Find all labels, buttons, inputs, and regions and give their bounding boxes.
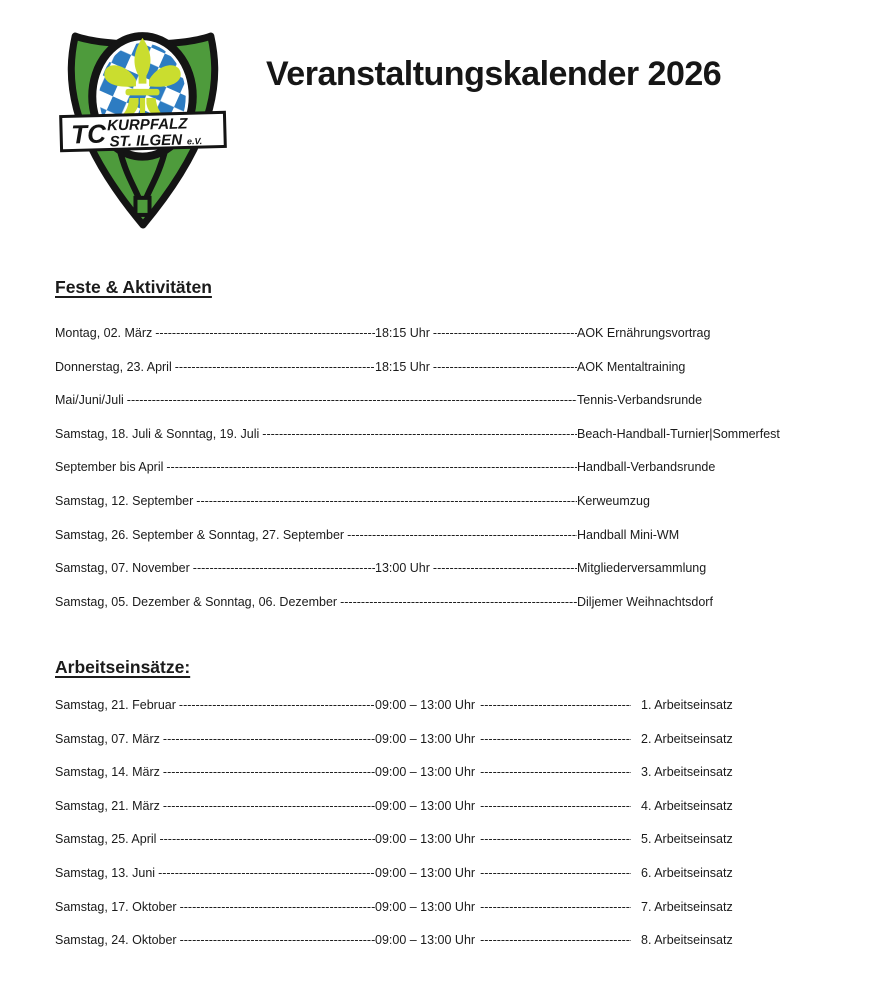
section-feste-rows bbox=[55, 326, 845, 610]
event-name: 1. Arbeitseinsatz bbox=[641, 698, 733, 712]
dash-leader bbox=[433, 360, 577, 375]
event-row bbox=[55, 799, 845, 814]
dash-leader bbox=[158, 866, 375, 881]
dash-leader bbox=[163, 799, 375, 814]
event-row bbox=[55, 360, 845, 375]
dash-leader bbox=[480, 866, 631, 881]
event-name: Handball Mini-WM bbox=[577, 527, 680, 542]
page-title: Veranstaltungskalender 2026 bbox=[266, 55, 722, 93]
event-date: Samstag, 26. September & Sonntag, 27. September bbox=[55, 527, 345, 542]
event-date: Samstag, 24. Oktober bbox=[55, 933, 177, 948]
club-name-line1: KURPFALZ bbox=[106, 115, 188, 135]
event-name: 7. Arbeitseinsatz bbox=[641, 899, 733, 914]
event-date: Samstag, 07. November bbox=[55, 561, 190, 576]
dash-leader bbox=[193, 561, 375, 576]
event-date: Montag, 02. März bbox=[55, 326, 153, 340]
section-arbeitseinsaetze-heading: Arbeitseinsätze: bbox=[55, 657, 191, 677]
event-name: AOK Ernährungsvortrag bbox=[577, 326, 711, 340]
dash-leader bbox=[480, 698, 631, 713]
event-row bbox=[55, 732, 845, 747]
dash-leader bbox=[480, 799, 631, 814]
event-name: 2. Arbeitseinsatz bbox=[641, 731, 733, 746]
event-row bbox=[55, 427, 845, 442]
event-date: Samstag, 17. Oktober bbox=[55, 899, 177, 914]
event-time: 09:00 – 13:00 Uhr bbox=[375, 731, 476, 746]
event-date: Samstag, 07. März bbox=[55, 731, 160, 746]
event-time: 18:15 Uhr bbox=[375, 326, 430, 340]
event-date: Samstag, 14. März bbox=[55, 765, 160, 780]
dash-leader bbox=[180, 933, 375, 948]
dash-leader bbox=[127, 393, 577, 408]
dash-leader bbox=[163, 732, 375, 747]
event-date: Samstag, 21. März bbox=[55, 798, 160, 813]
section-feste-heading: Feste & Aktivitäten bbox=[55, 277, 212, 297]
event-row bbox=[55, 933, 845, 948]
event-row bbox=[55, 698, 845, 713]
club-monogram: TC bbox=[70, 118, 107, 150]
event-time: 09:00 – 13:00 Uhr bbox=[375, 899, 476, 914]
club-logo bbox=[55, 18, 231, 231]
dash-leader bbox=[433, 326, 577, 341]
event-name: Kerweumzug bbox=[577, 493, 650, 508]
event-row bbox=[55, 900, 845, 915]
section-arbeitseinsaetze-rows bbox=[55, 698, 845, 948]
event-date: September bis April bbox=[55, 460, 164, 475]
dash-leader bbox=[347, 528, 577, 543]
event-row bbox=[55, 494, 845, 509]
event-date: Donnerstag, 23. April bbox=[55, 359, 172, 374]
club-name-suffix: e.V. bbox=[186, 136, 203, 147]
event-time: 09:00 – 13:00 Uhr bbox=[375, 765, 476, 780]
event-row bbox=[55, 595, 845, 610]
event-name: AOK Mentaltraining bbox=[577, 359, 686, 374]
event-row bbox=[55, 832, 845, 847]
event-name: 5. Arbeitseinsatz bbox=[641, 832, 733, 847]
dash-leader bbox=[166, 460, 577, 475]
event-row bbox=[55, 866, 845, 881]
event-date: Samstag, 13. Juni bbox=[55, 865, 156, 880]
event-name: 8. Arbeitseinsatz bbox=[641, 933, 733, 948]
event-time: 09:00 – 13:00 Uhr bbox=[375, 698, 476, 712]
dash-leader bbox=[180, 900, 375, 915]
event-date: Mai/Juni/Juli bbox=[55, 393, 124, 408]
section-feste bbox=[55, 277, 845, 628]
dash-leader bbox=[196, 494, 577, 509]
event-date: Samstag, 18. Juli & Sonntag, 19. Juli bbox=[55, 426, 260, 441]
event-row bbox=[55, 561, 845, 576]
dash-leader bbox=[480, 900, 631, 915]
event-time: 09:00 – 13:00 Uhr bbox=[375, 798, 476, 813]
dash-leader bbox=[480, 933, 631, 948]
section-arbeitseinsaetze bbox=[55, 657, 845, 967]
event-time: 09:00 – 13:00 Uhr bbox=[375, 933, 476, 948]
event-name: 4. Arbeitseinsatz bbox=[641, 798, 733, 813]
event-date: Samstag, 25. April bbox=[55, 832, 157, 847]
racket-handle-icon bbox=[135, 198, 149, 215]
event-row bbox=[55, 393, 845, 408]
event-name: Beach-Handball-Turnier|Sommerfest bbox=[577, 426, 780, 441]
dash-leader bbox=[159, 832, 375, 847]
event-date: Samstag, 12. September bbox=[55, 493, 194, 508]
event-row bbox=[55, 528, 845, 543]
event-row bbox=[55, 326, 845, 341]
event-name: Tennis-Verbandsrunde bbox=[577, 393, 703, 408]
dash-leader bbox=[433, 561, 577, 576]
dash-leader bbox=[179, 698, 375, 713]
event-name: Mitgliederversammlung bbox=[577, 561, 707, 576]
event-date: Samstag, 05. Dezember & Sonntag, 06. Dezember bbox=[55, 594, 338, 609]
club-name-line2: ST. ILGEN bbox=[109, 131, 183, 151]
event-name: 3. Arbeitseinsatz bbox=[641, 765, 733, 780]
dash-leader bbox=[480, 732, 631, 747]
event-name: Handball-Verbandsrunde bbox=[577, 460, 716, 475]
dash-leader bbox=[262, 427, 577, 442]
dash-leader bbox=[163, 765, 375, 780]
event-time: 18:15 Uhr bbox=[375, 359, 430, 374]
dash-leader bbox=[480, 832, 631, 847]
dash-leader bbox=[175, 360, 375, 375]
event-row bbox=[55, 765, 845, 780]
event-time: 13:00 Uhr bbox=[375, 561, 430, 576]
dash-leader bbox=[480, 765, 631, 780]
event-date: Samstag, 21. Februar bbox=[55, 698, 176, 712]
event-name: 6. Arbeitseinsatz bbox=[641, 865, 733, 880]
event-name: Diljemer Weihnachtsdorf bbox=[577, 594, 713, 609]
event-time: 09:00 – 13:00 Uhr bbox=[375, 832, 476, 847]
dash-leader bbox=[340, 595, 577, 610]
event-row bbox=[55, 460, 845, 475]
event-time: 09:00 – 13:00 Uhr bbox=[375, 865, 476, 880]
dash-leader bbox=[155, 326, 375, 341]
